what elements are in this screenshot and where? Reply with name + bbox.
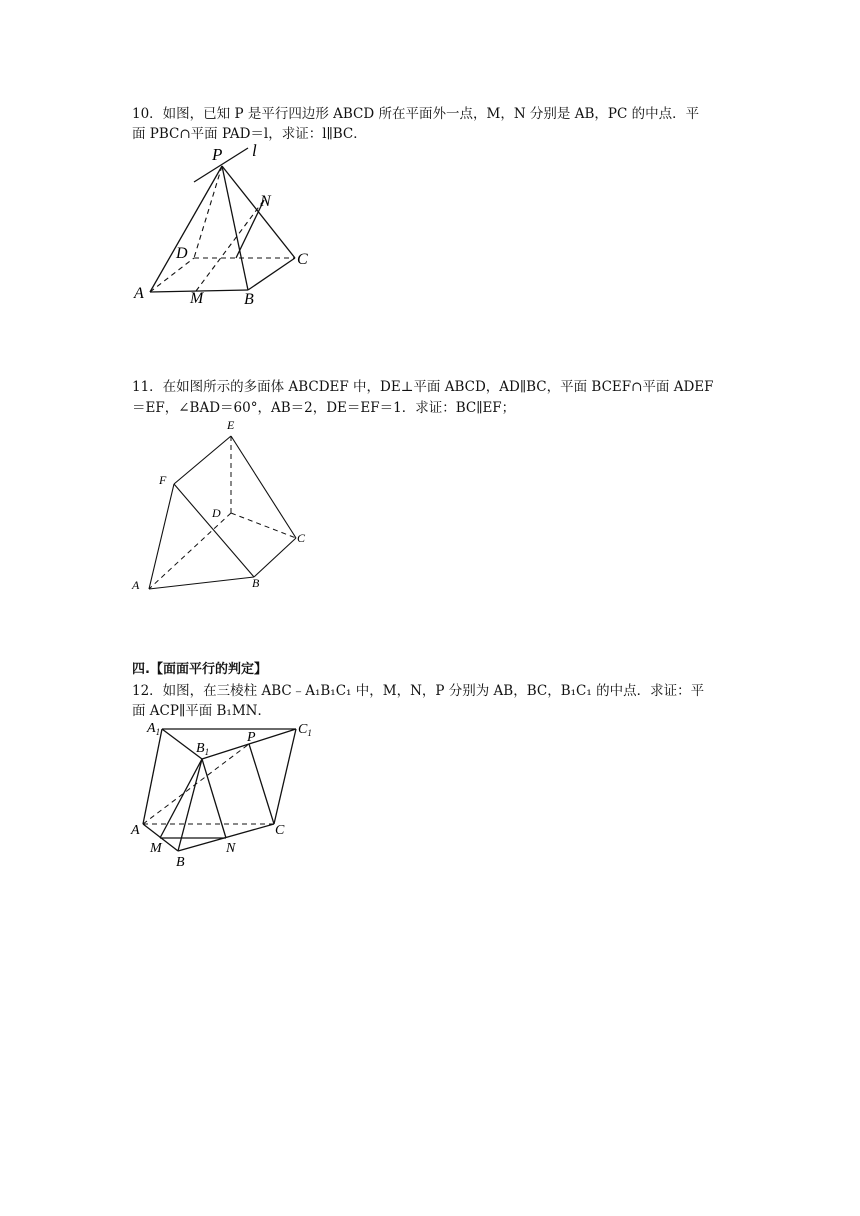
problem-10-line-1: 10．如图，已知 P 是平行四边形 ABCD 所在平面外一点，M，N 分别是 AB，PC 的中点．平: [132, 106, 700, 122]
problem-11-line-2: ＝EF，∠BAD＝60°，AB＝2，DE＝EF＝1．求证：BC∥EF；: [132, 400, 516, 416]
problem-12-line-1: 12．如图，在三棱柱 ABC﹣A₁B₁C₁ 中，M，N，P 分别为 AB，BC，B₁C₁ 的中点．求证：平: [132, 683, 705, 699]
figure-11-polyhedron: [130, 414, 330, 594]
label-C: C: [275, 823, 285, 838]
label-B: B: [176, 855, 185, 870]
label-D: D: [176, 245, 188, 262]
label-F: F: [159, 473, 167, 487]
problem-11-line-1: 11．在如图所示的多面体 ABCDEF 中，DE⊥平面 ABCD，AD∥BC，平面 BCEF∩平面 ADEF: [132, 379, 714, 395]
label-B: B: [252, 576, 260, 590]
label-l: l: [252, 141, 257, 160]
label-P: P: [247, 730, 256, 745]
label-B: B: [244, 291, 254, 308]
label-N: N: [226, 841, 236, 856]
figure-10-pyramid: [130, 140, 330, 310]
label-D: D: [212, 506, 221, 520]
label-M: M: [190, 290, 204, 307]
label-C: C: [297, 531, 306, 545]
label-A: A: [131, 823, 140, 838]
problem-12-line-2: 面 ACP∥平面 B₁MN．: [132, 703, 271, 719]
label-A1: $A_1$: [147, 721, 161, 737]
label-N: N: [260, 193, 271, 210]
label-C: C: [297, 251, 308, 268]
problem-10-line-2: 面 PBC∩平面 PAD＝l，求证：l∥BC．: [132, 126, 367, 142]
label-M: M: [150, 841, 162, 856]
label-B1: $B_1$: [196, 741, 210, 757]
label-A: A: [132, 578, 140, 592]
label-A: A: [134, 285, 144, 302]
label-C1: $C_1$: [298, 722, 312, 738]
label-P: P: [212, 145, 223, 164]
section-4-heading: 四.【面面平行的判定】: [132, 662, 267, 677]
figure-12-prism: [130, 716, 330, 876]
label-E: E: [227, 418, 235, 432]
